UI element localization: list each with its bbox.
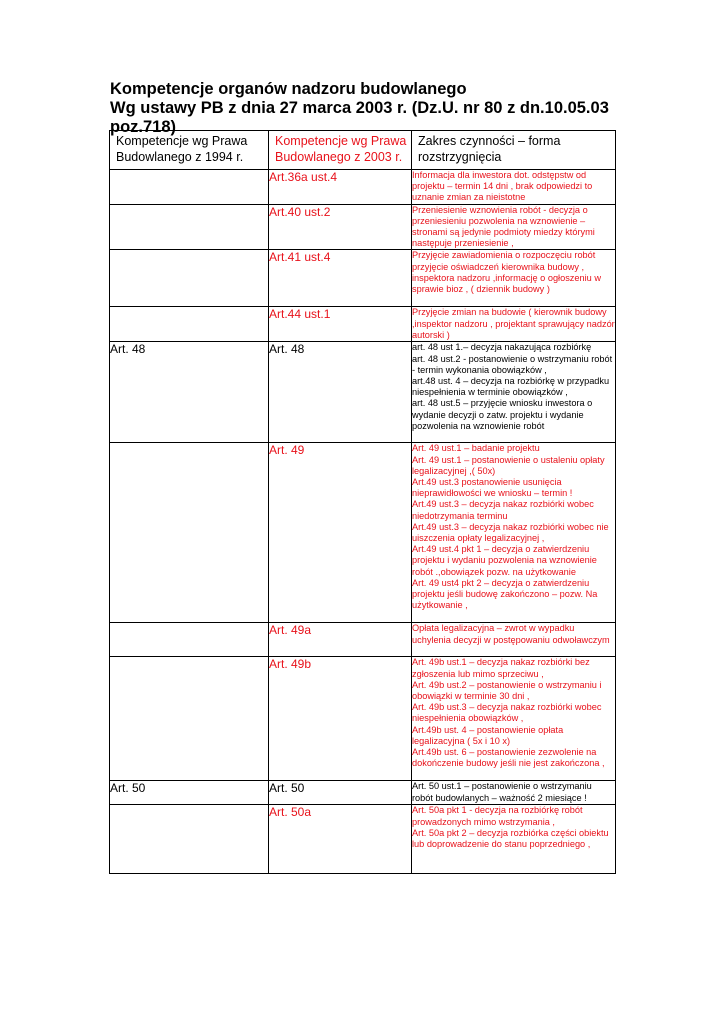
cell-2003: Art.36a ust.4	[269, 170, 412, 205]
table-row	[110, 342, 616, 443]
scope-line: Art.49 ust.3 – decyzja nakaz rozbiórki wobec nie uiszczenia opłaty legalizacyjnej ,	[412, 521, 609, 544]
scope-line: Przyjęcie zmian na budowie ( kierownik budowy ,inspektor nadzoru , projektant sprawujący nadzór autorski )	[412, 307, 615, 340]
table-row	[110, 307, 616, 342]
cell-2003: Art. 49b	[269, 657, 412, 781]
scope-line: Art. 49 ust.1 – postanowienie o ustaleniu opłaty legalizacyjnej ,( 50x)	[412, 454, 605, 476]
scope-line: Przyjęcie zawiadomienia o rozpoczęciu robót przyjęcie oświadczeń kierownika budowy , inspektora nadzoru ,informację o ogłoszeniu w sprawie bioz , ( dziennik budowy )	[412, 250, 601, 295]
header-2003: Kompetencje wg Prawa Budowlanego z 2003 r.	[269, 131, 412, 170]
cell-1994	[110, 443, 269, 623]
cell-1994: Art. 50	[110, 781, 269, 805]
scope-line: art. 48 ust 1.– decyzja nakazująca rozbiórkę	[412, 342, 592, 353]
scope-line: Art. 49b ust.3 – decyzja nakaz rozbiórki wobec niespełnienia obowiązków ,	[412, 702, 602, 724]
cell-scope	[412, 204, 616, 250]
table-row	[110, 443, 616, 623]
cell-1994	[110, 623, 269, 657]
scope-line: art. 48 ust.2 - postanowienie o wstrzymaniu robót - termin wykonania obowiązków ,	[412, 353, 613, 375]
scope-line: Art. 50a pkt 2 – decyzja rozbiórka części obiektu lub doprowadzenie do stanu poprzedniego ,	[412, 827, 609, 850]
document-title	[110, 80, 670, 137]
cell-scope	[412, 170, 616, 205]
cell-scope	[412, 443, 616, 623]
table-row	[110, 781, 616, 805]
cell-scope	[412, 250, 616, 307]
cell-scope	[412, 307, 616, 342]
scope-line: art.48 ust. 4 – decyzja na rozbiórkę w przypadku niespełnienia w terminie obowiązków ,	[412, 376, 610, 398]
table-row	[110, 623, 616, 657]
title-line-2: Wg ustawy PB z dnia 27 marca 2003 r. (Dz.U. nr 80 z dn.10.05.03 poz.718)	[110, 99, 609, 136]
cell-2003: Art.44 ust.1	[269, 307, 412, 342]
scope-line: Opłata legalizacyjna – zwrot w wypadku uchylenia decyzji w postępowaniu odwoławczym	[412, 623, 610, 645]
title-line-1: Kompetencje organów nadzoru budowlanego	[110, 80, 467, 98]
scope-line: Art.49b ust. 4 – postanowienie opłata legalizacyjna ( 5x i 10 x)	[412, 724, 564, 746]
scope-line: Art. 50 ust.1 – postanowienie o wstrzymaniu robót budowlanych – ważność 2 miesiące !	[412, 781, 592, 803]
scope-line: Art. 50a pkt 1 - decyzja na rozbiórkę robót prowadzonych mimo wstrzymania ,	[412, 805, 583, 827]
scope-line: Art.49b ust. 6 – postanowienie zezwolenie na dokończenie budowy jeśli nie jest zakończona ,	[412, 747, 605, 769]
scope-line: Art. 49 ust4 pkt 2 – decyzja o zatwierdzeniu projektu jeśli budowę zakończono – pozw. Na użytkowanie ,	[412, 577, 598, 611]
scope-line: Art.49 ust.3 postanowienie usunięcia nieprawidłowości we wniosku – termin !	[412, 477, 573, 499]
cell-1994	[110, 170, 269, 205]
cell-1994: Art. 48	[110, 342, 269, 443]
cell-2003: Art. 49a	[269, 623, 412, 657]
cell-scope	[412, 342, 616, 443]
header-1994: Kompetencje wg Prawa Budowlanego z 1994 r.	[110, 131, 269, 170]
competence-table	[109, 130, 616, 874]
cell-1994	[110, 250, 269, 307]
cell-scope	[412, 623, 616, 657]
cell-1994	[110, 657, 269, 781]
cell-1994	[110, 204, 269, 250]
scope-line: Art. 49 ust.1 – badanie projektu	[412, 443, 540, 454]
scope-line: Art.49 ust.3 – decyzja nakaz rozbiórki wobec niedotrzymania terminu	[412, 499, 594, 521]
table-row	[110, 204, 616, 250]
cell-1994	[110, 805, 269, 874]
table-row	[110, 805, 616, 874]
scope-line: Przeniesienie wznowienia robót - decyzja o przeniesieniu pozwolenia na wznowienie – stronami są jedynie podmioty miedzy którymi następuje przeniesienie ,	[412, 204, 595, 249]
cell-2003: Art. 49	[269, 443, 412, 623]
cell-scope	[412, 805, 616, 874]
table-header-row	[110, 131, 616, 170]
table-row	[110, 250, 616, 307]
scope-line: art. 48 ust.5 – przyjęcie wniosku inwestora o wydanie decyzji o zatw. projektu i wydanie pozwolenia na wznowienie robót	[412, 398, 593, 431]
scope-line: Informacja dla inwestora dot. odstępstw od projektu – termin 14 dni , brak odpowiedzi to uznanie zmian za nieistotne	[412, 170, 593, 203]
cell-2003: Art.41 ust.4	[269, 250, 412, 307]
table-row	[110, 657, 616, 781]
cell-2003: Art.40 ust.2	[269, 204, 412, 250]
cell-scope	[412, 657, 616, 781]
cell-2003: Art. 50	[269, 781, 412, 805]
cell-scope	[412, 781, 616, 805]
scope-line: Art.49 ust.4 pkt 1 – decyzja o zatwierdzeniu projektu i wydaniu pozwolenia na wznowienie robót .,obowiązek pozw. na użytkowanie	[412, 544, 597, 577]
header-scope: Zakres czynności – forma rozstrzygnięcia	[412, 131, 616, 170]
scope-line: Art. 49b ust.1 – decyzja nakaz rozbiórki bez zgłoszenia lub mimo sprzeciwu ,	[412, 657, 590, 679]
scope-line: Art. 49b ust.2 – postanowienie o wstrzymaniu i obowiązki w terminie 30 dni ,	[412, 679, 602, 702]
cell-2003: Art. 50a	[269, 805, 412, 874]
cell-2003: Art. 48	[269, 342, 412, 443]
table-row	[110, 170, 616, 205]
cell-1994	[110, 307, 269, 342]
